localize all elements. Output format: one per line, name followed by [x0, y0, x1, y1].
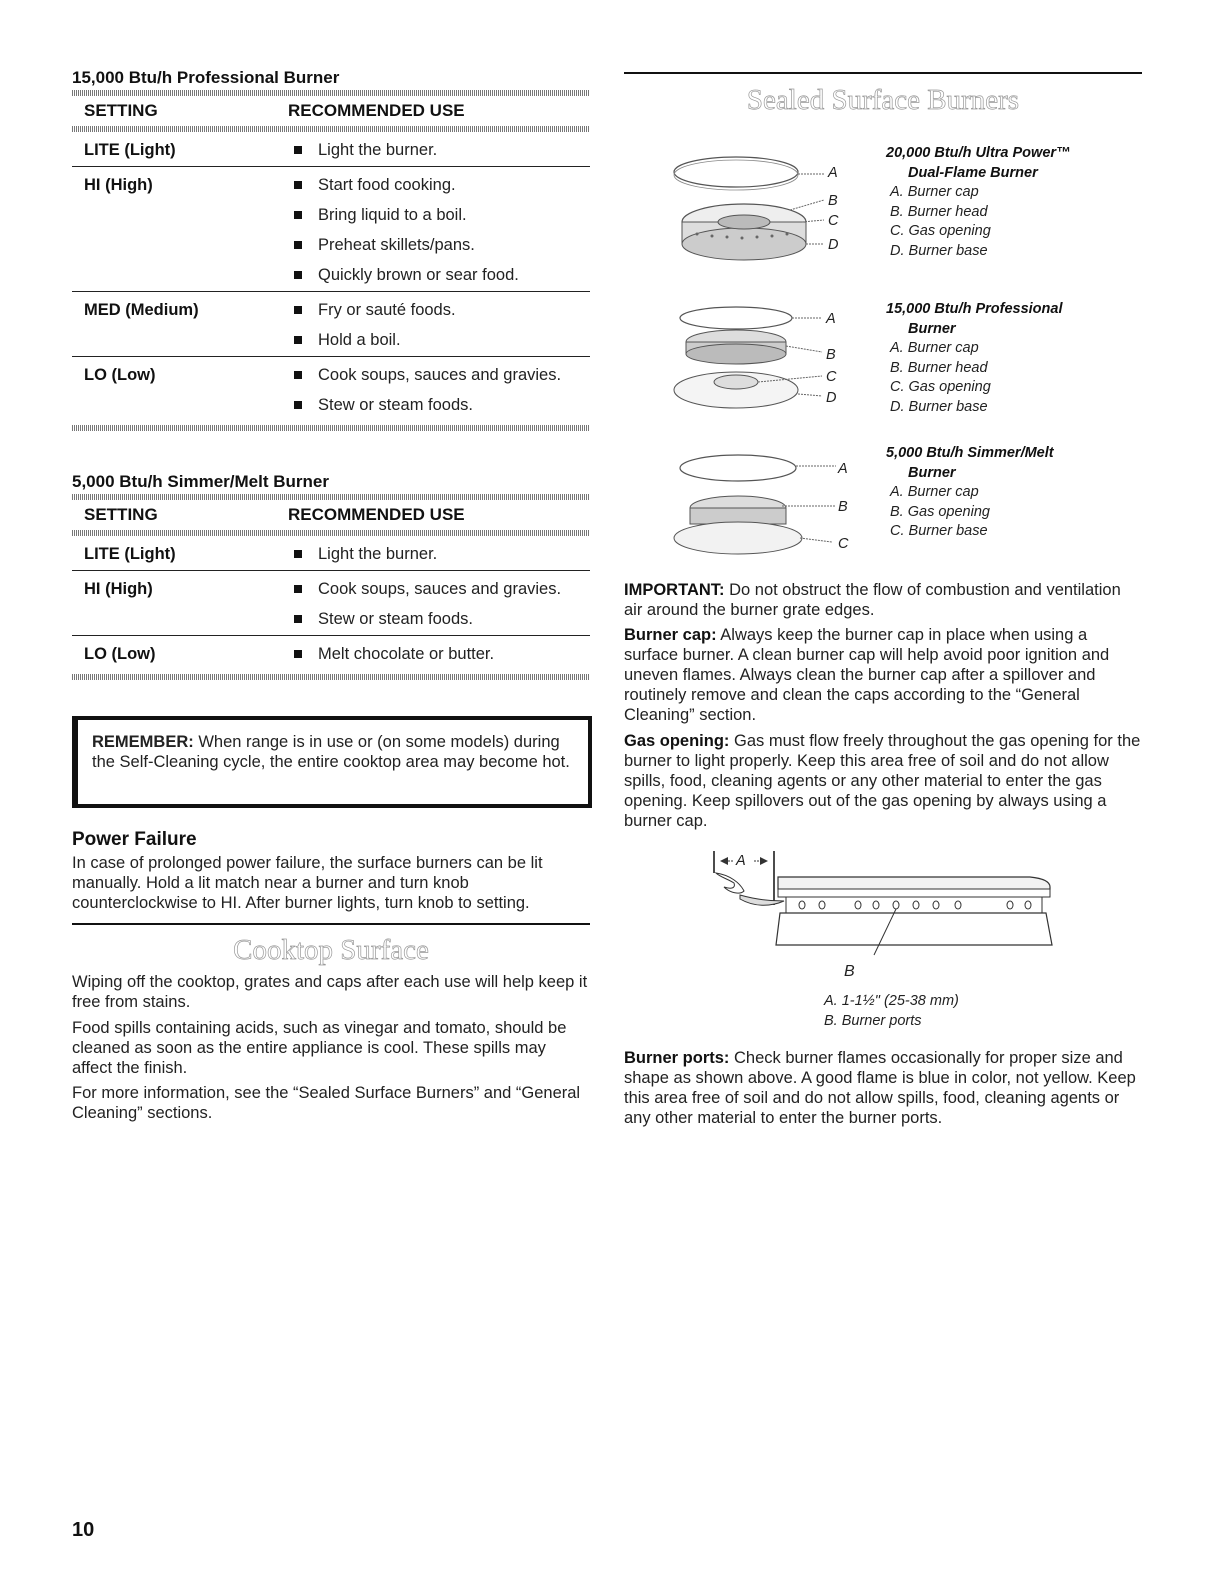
table-row: [72, 356, 590, 421]
letter-b: B: [838, 499, 848, 515]
remember-label: REMEMBER:: [92, 733, 194, 751]
table1-header: [72, 96, 590, 126]
table-row: [72, 132, 590, 166]
setting-cell: LO (Low): [84, 366, 156, 384]
table-row: [72, 166, 590, 291]
fig-label-b: B: [844, 963, 855, 980]
letter-d: D: [828, 237, 839, 253]
use-list: [288, 365, 561, 415]
setting-cell: LITE (Light): [84, 141, 176, 159]
legend-item: C. Gas opening: [890, 223, 991, 239]
table2-header: [72, 500, 590, 530]
use-item: Cook soups, sauces and gravies.: [288, 365, 561, 385]
use-item: Stew or steam foods.: [288, 609, 561, 629]
burner-ports-figure: [710, 843, 1060, 968]
gas-opening-para: [624, 731, 1142, 831]
table-row: [72, 536, 590, 570]
simmer-burner-illustration: [672, 446, 912, 561]
important-para: [624, 580, 1142, 620]
important-label: IMPORTANT:: [624, 581, 725, 599]
col-use-header: RECOMMENDED USE: [288, 101, 465, 120]
table-bottom-rule: [72, 425, 590, 431]
setting-cell: HI (High): [84, 580, 153, 598]
use-list: [288, 579, 561, 629]
cooktop-para-2: Food spills containing acids, such as vinegar and tomato, should be cleaned as soon as the entire appliance is cool. These spills may affect the finish.: [72, 1019, 567, 1077]
use-item: Stew or steam foods.: [288, 395, 561, 415]
legend-item: A. Burner cap: [890, 184, 979, 200]
section-rule: [624, 72, 1142, 74]
sealed-title: Sealed Surface Burners: [746, 84, 1020, 116]
remember-box: [72, 716, 592, 808]
important-text: Do not obstruct the flow of combustion and ventilation air around the burner grate edges.: [624, 581, 1121, 619]
legend-item: D. Burner base: [890, 242, 988, 259]
use-item: Hold a boil.: [288, 330, 456, 350]
setting-cell: MED (Medium): [84, 301, 199, 319]
fig-caption-a: A. 1-1½" (25-38 mm): [824, 993, 959, 1009]
use-item: Preheat skillets/pans.: [288, 235, 519, 255]
table-row: [72, 635, 590, 670]
fig-label-a: A: [736, 853, 746, 869]
simmer-legend: [886, 444, 1054, 542]
dual-flame-legend: [886, 144, 1071, 261]
gas-opening-text: Gas must flow freely throughout the gas opening for the burner to light properly. Keep this area free of soil and do not allow spills, food, cleaning agents or any other material to enter the gas opening. Keep spillovers out of the gas opening by always using a burner cap.: [624, 732, 1141, 830]
legend-title: 20,000 Btu/h Ultra Power™: [886, 145, 1071, 161]
table2: [72, 494, 590, 680]
legend-item: B. Burner head: [890, 203, 988, 220]
use-item: Light the burner.: [288, 140, 437, 160]
letter-d: D: [826, 390, 837, 406]
legend-item: B. Gas opening: [890, 503, 990, 520]
power-failure-text: In case of prolonged power failure, the surface burners can be lit manually. Hold a lit match near a burner and turn knob counterclockwise to HI. After burner lights, turn knob to setting.: [72, 854, 543, 912]
setting-cell: HI (High): [84, 176, 153, 194]
professional-legend: [886, 300, 1062, 417]
legend-title: 5,000 Btu/h Simmer/Melt: [886, 445, 1054, 461]
cooktop-title: Cooktop Surface: [233, 934, 429, 966]
legend-item: B. Burner head: [890, 359, 988, 376]
legend-title: Burner: [908, 320, 956, 337]
use-item: Light the burner.: [288, 544, 437, 564]
fig-caption-b: B. Burner ports: [824, 1013, 922, 1029]
use-item: Bring liquid to a boil.: [288, 205, 519, 225]
letter-b: B: [828, 193, 838, 209]
letter-a: A: [828, 165, 838, 181]
setting-cell: LO (Low): [84, 645, 156, 663]
table1: [72, 90, 590, 431]
remember-body: When range is in use or (on some models) during the Self-Cleaning cycle, the entire cooktop area may become hot.: [92, 733, 570, 771]
remember-text: [92, 732, 574, 772]
col-use-header: RECOMMENDED USE: [288, 505, 465, 524]
use-list: [288, 175, 519, 285]
dual-flame-burner-illustration: [672, 150, 912, 275]
table1-body: [72, 132, 590, 421]
table-bottom-rule: [72, 674, 590, 680]
cooktop-para-1: Wiping off the cooktop, grates and caps after each use will help keep it free from stains.: [72, 973, 588, 1011]
section-rule: [72, 923, 590, 925]
cooktop-para-3: For more information, see the “Sealed Surface Burners” and “General Cleaning” sections.: [72, 1084, 581, 1122]
col-setting-header: SETTING: [84, 101, 158, 120]
letter-c: C: [828, 213, 839, 229]
setting-cell: LITE (Light): [84, 545, 176, 563]
burner-ports-text: Check burner flames occasionally for proper size and shape as shown above. A good flame is blue in color, not yellow. Keep this area free of soil and do not allow spills, food, cleaning agents or any other material to enter the burner ports.: [624, 1049, 1136, 1127]
letter-a: A: [826, 311, 836, 327]
legend-title: 15,000 Btu/h Professional: [886, 301, 1063, 317]
use-item: Start food cooking.: [288, 175, 519, 195]
use-list: [288, 544, 437, 564]
table-row: [72, 570, 590, 635]
gas-opening-label: Gas opening:: [624, 732, 730, 750]
legend-item: C. Burner base: [890, 523, 988, 539]
use-list: [288, 300, 456, 350]
legend-item: A. Burner cap: [890, 484, 979, 500]
use-item: Cook soups, sauces and gravies.: [288, 579, 561, 599]
use-item: Fry or sauté foods.: [288, 300, 456, 320]
use-list: [288, 140, 437, 160]
table2-title: 5,000 Btu/h Simmer/Melt Burner: [72, 472, 329, 491]
letter-c: C: [826, 369, 837, 385]
professional-burner-illustration: [672, 298, 912, 418]
burner-cap-label: Burner cap:: [624, 626, 717, 644]
use-item: Melt chocolate or butter.: [288, 644, 494, 664]
use-item: Quickly brown or sear food.: [288, 265, 519, 285]
letter-b: B: [826, 347, 836, 363]
letter-c: C: [838, 536, 849, 552]
power-failure-heading: Power Failure: [72, 829, 197, 850]
use-list: [288, 644, 494, 664]
burner-ports-label: Burner ports:: [624, 1049, 730, 1067]
table1-title: 15,000 Btu/h Professional Burner: [72, 68, 340, 87]
table2-body: [72, 536, 590, 670]
letter-a: A: [838, 461, 848, 477]
burner-cap-para: [624, 625, 1142, 725]
table-row: [72, 291, 590, 356]
legend-item: A. Burner cap: [890, 340, 979, 356]
legend-item: C. Gas opening: [890, 379, 991, 395]
burner-cap-text: Always keep the burner cap in place when using a surface burner. A clean burner cap will help avoid poor ignition and uneven flames. Always clean the burner cap after a spillover and routinely remove and clean the caps according to the “General Cleaning” section.: [624, 626, 1110, 724]
burner-ports-para: [624, 1048, 1142, 1128]
page-number: 10: [72, 1519, 95, 1541]
col-setting-header: SETTING: [84, 505, 158, 524]
legend-item: D. Burner base: [890, 398, 988, 415]
legend-title: Dual-Flame Burner: [908, 164, 1038, 181]
legend-title: Burner: [908, 464, 956, 481]
